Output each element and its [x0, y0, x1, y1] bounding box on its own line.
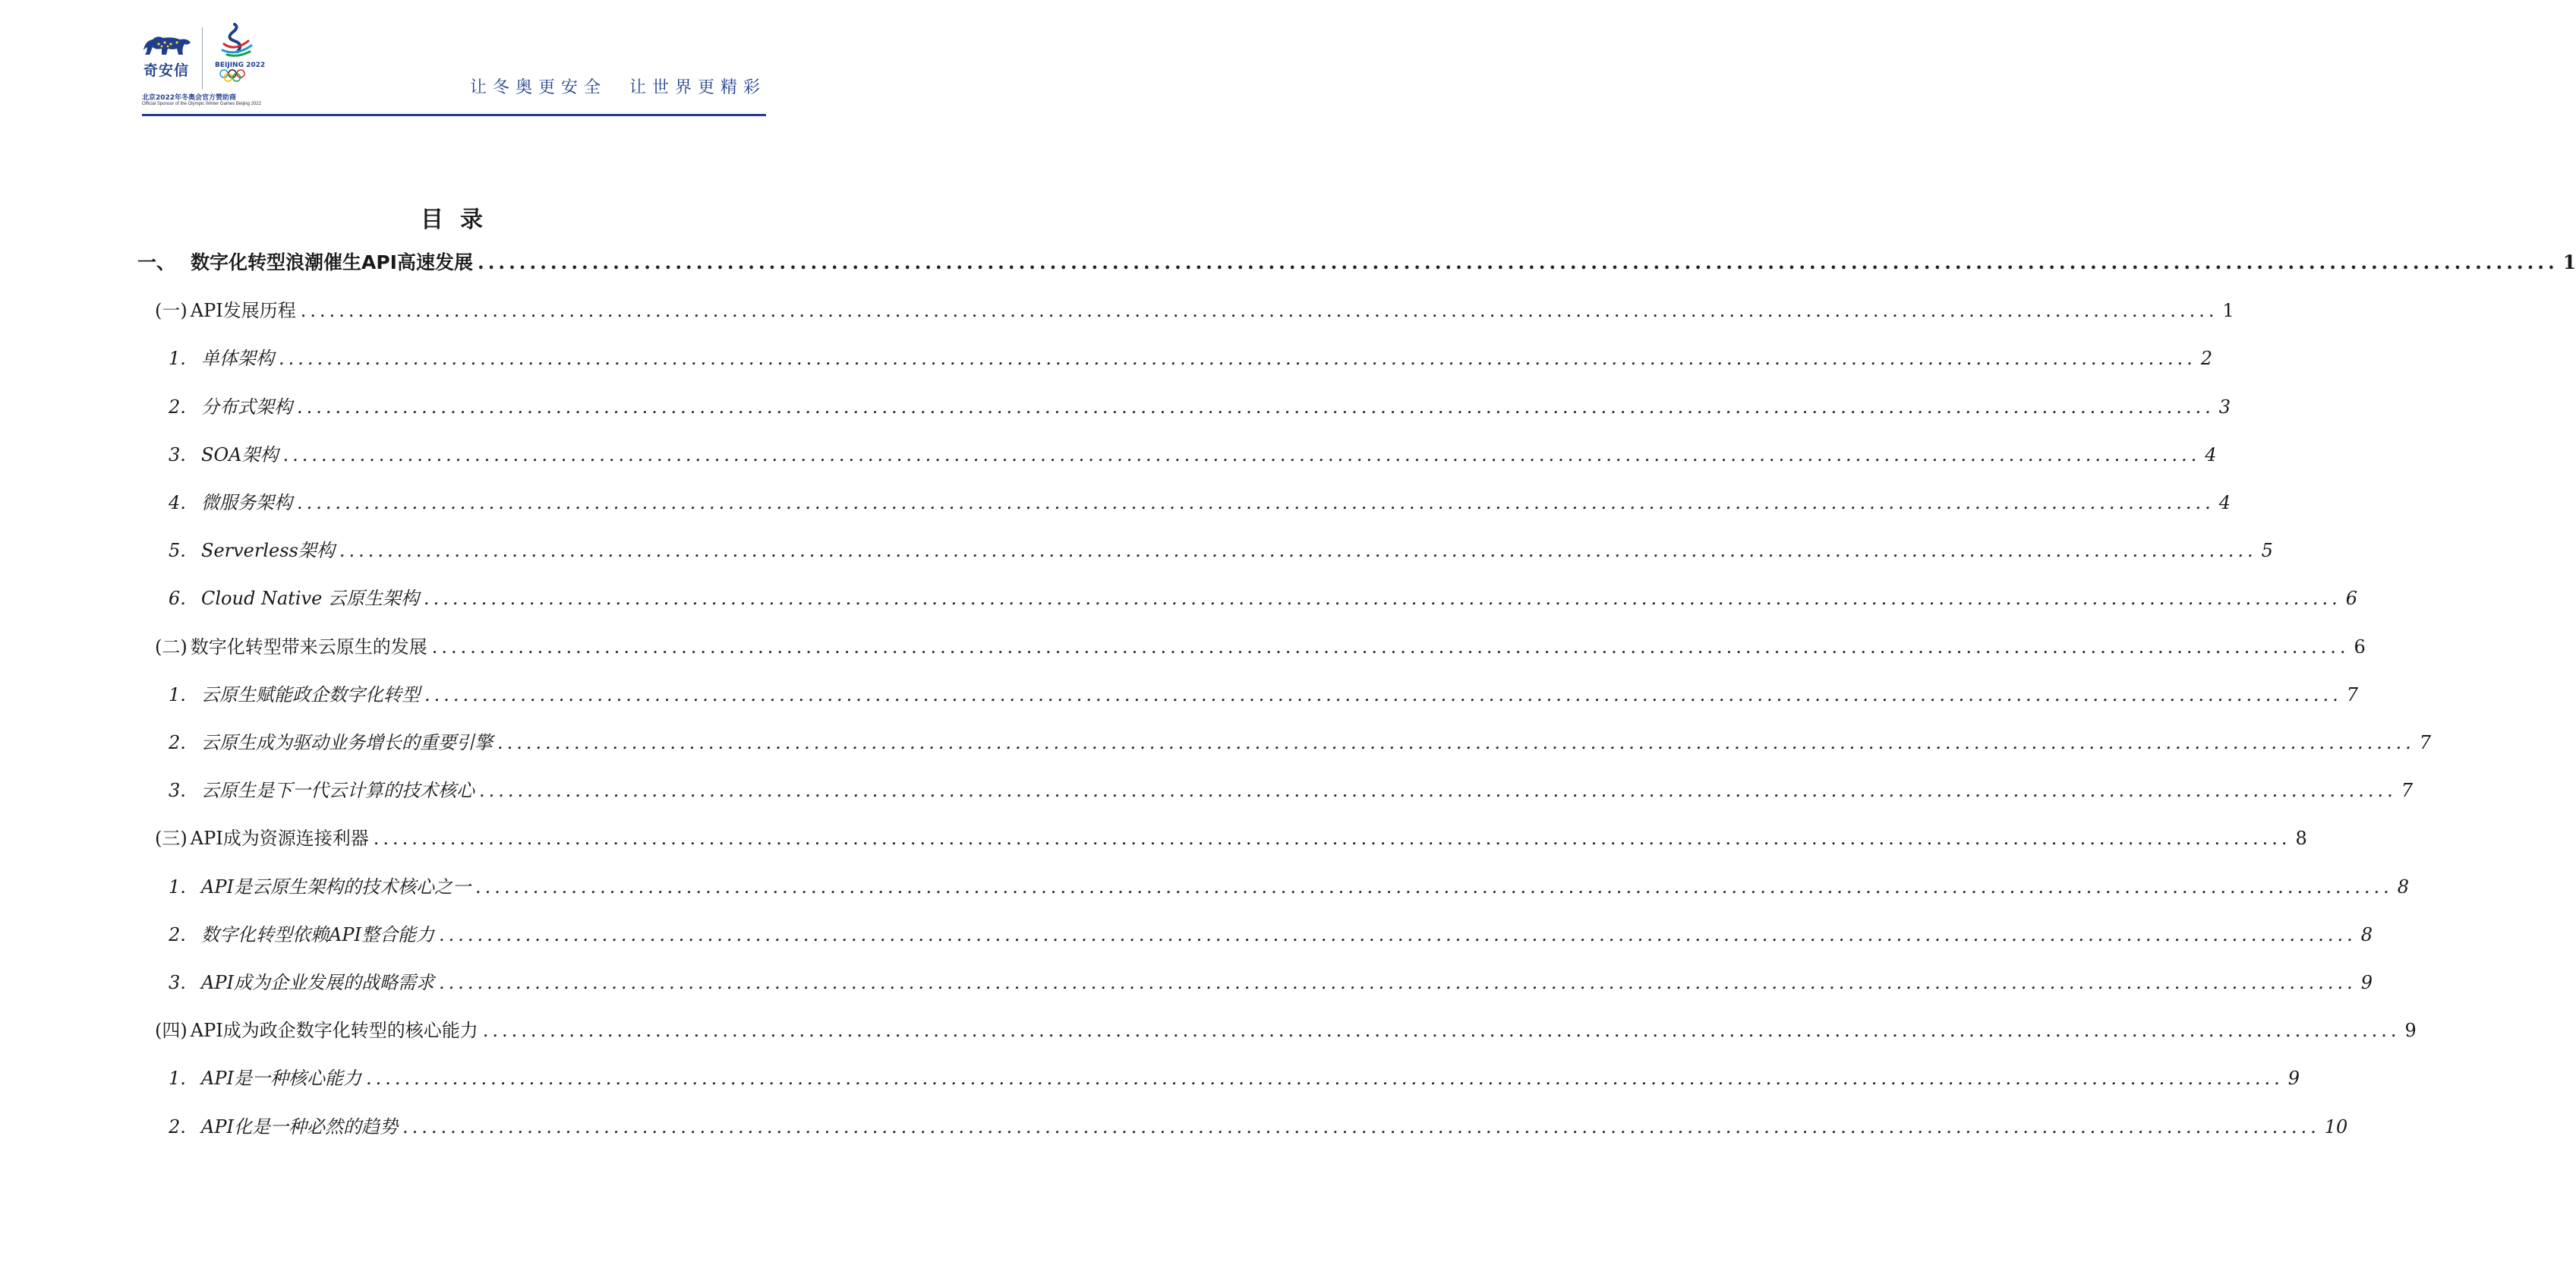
toc-entry[interactable] [155, 1015, 2417, 1046]
toc-entry-number: 3. [169, 443, 186, 465]
toc-entry-page: 9 [2288, 1068, 2300, 1090]
toc-entry[interactable] [169, 440, 2217, 470]
toc-entry-label: Serverless架构 [201, 540, 335, 562]
toc-dot-leader: ........................................................................................................................................................................................................ [373, 828, 2291, 850]
toc-entry-label: API成为政企数字化转型的核心能力 [190, 1020, 478, 1042]
toc-entry-label: API是一种核心能力 [201, 1068, 361, 1090]
toc-entry-number: 1. [169, 348, 186, 370]
toc-dot-leader: ........................................................................................................................................................................................................ [300, 300, 2218, 322]
toc-entry[interactable] [169, 343, 2213, 374]
toc-entry-label: 数字化转型依赖API整合能力 [201, 923, 434, 945]
sponsor-en: Official Sponsor of the Olympic Winter Games Beijing 2022 [142, 102, 261, 106]
toc-entry[interactable] [169, 920, 2373, 950]
toc-entry-label: 云原生是下一代云计算的技术核心 [201, 780, 475, 802]
toc-entry-page: 4 [2205, 443, 2217, 465]
toc-entry-label: 分布式架构 [201, 396, 292, 418]
toc-dot-leader: ........................................................................................................................................................................................................ [282, 443, 2201, 465]
toc-entry-page: 1 [2562, 251, 2576, 273]
toc-entry-label: 单体架构 [201, 348, 274, 370]
toc-entry-page: 2 [2200, 348, 2213, 370]
toc-entry-label: Cloud Native 云原生架构 [201, 588, 419, 610]
toc-entry[interactable] [155, 295, 2234, 326]
toc-entry[interactable] [169, 488, 2231, 518]
toc-entry-number: 1. [169, 876, 186, 898]
toc-entry-number: 3. [169, 972, 186, 993]
toc-dot-leader: ........................................................................................................................................................................................................ [402, 1115, 2320, 1138]
toc-entry-number: 1. [169, 1068, 186, 1090]
toc-entry-number: 4. [169, 492, 186, 513]
toc-entry-page: 5 [2261, 540, 2273, 562]
toc-dot-leader: ........................................................................................................................................................................................................ [479, 780, 2397, 802]
toc-entry[interactable] [137, 248, 2576, 278]
toc-entry-number: (二) [155, 636, 188, 658]
toc-dot-leader: ........................................................................................................................................................................................................ [423, 588, 2341, 610]
toc-dot-leader: ........................................................................................................................................................................................................ [297, 492, 2215, 513]
beijing-2022-emblem-icon [212, 21, 266, 84]
toc-title: 目录 [421, 207, 500, 233]
toc-entry-page: 7 [2346, 683, 2359, 705]
sponsor-cn: 北京2022年冬奥会官方赞助商 [142, 94, 237, 102]
header-rule [142, 114, 766, 116]
toc-dot-leader: ........................................................................................................................................................................................................ [424, 683, 2342, 705]
toc-entry-label: 云原生赋能政企数字化转型 [201, 683, 420, 705]
toc-entry-label: SOA架构 [201, 443, 279, 465]
toc-entry[interactable] [169, 727, 2432, 758]
toc-entry-page: 3 [2218, 396, 2231, 418]
brand-name: 奇安信 [143, 62, 190, 79]
toc-entry-number: (三) [155, 828, 188, 850]
toc-entry-label: 微服务架构 [201, 492, 292, 513]
toc-entry-number: 6. [169, 588, 186, 610]
toc-dot-leader: ........................................................................................................................................................................................................ [438, 923, 2357, 945]
toc-dot-leader: ........................................................................................................................................................................................................ [497, 732, 2415, 753]
toc-entry-page: 6 [2345, 588, 2358, 610]
toc-entry[interactable] [169, 1063, 2300, 1093]
logo-divider [202, 27, 203, 90]
toc-entry-page: 1 [2222, 300, 2234, 322]
toc-entry-page: 8 [2295, 828, 2307, 850]
toc-entry-number: 1. [169, 683, 186, 705]
toc-entry-page: 10 [2324, 1115, 2348, 1138]
toc-dot-leader: ........................................................................................................................................................................................................ [297, 396, 2215, 418]
toc-entry[interactable] [155, 632, 2366, 662]
toc-entry-label: API是云原生架构的技术核心之一 [201, 876, 471, 898]
toc-entry[interactable] [169, 1112, 2348, 1142]
toc-entry[interactable] [169, 583, 2358, 614]
toc-dot-leader: ........................................................................................................................................................................................................ [482, 1020, 2401, 1042]
header-slogan: 让冬奥更安全 让世界更精彩 [469, 78, 766, 97]
toc-dot-leader: ........................................................................................................................................................................................................ [475, 876, 2393, 898]
toc-dot-leader: ........................................................................................................................................................................................................ [339, 540, 2257, 562]
toc-entry-number: 3. [169, 780, 186, 802]
toc-entry-number: (一) [155, 300, 188, 322]
toc-entry-label: API发展历程 [190, 300, 296, 322]
toc-dot-leader: ........................................................................................................................................................................................................ [431, 636, 2350, 658]
toc-entry-number: 5. [169, 540, 186, 562]
toc-entry-page: 4 [2218, 492, 2231, 513]
toc-dot-leader: ........................................................................................................................................................................................................ [365, 1068, 2284, 1090]
toc-entry-label: API化是一种必然的趋势 [201, 1115, 398, 1138]
toc-dot-leader: ........................................................................................................................................................................................................ [477, 251, 2559, 273]
toc-entry-page: 7 [2401, 780, 2414, 802]
toc-entry-page: 7 [2419, 732, 2432, 753]
toc-entry-label: API成为资源连接利器 [190, 828, 369, 850]
toc-entry-label: 数字化转型带来云原生的发展 [190, 636, 427, 658]
toc-entry[interactable] [169, 775, 2414, 806]
toc-dot-leader: ........................................................................................................................................................................................................ [438, 972, 2357, 993]
toc-entry-number: 2. [169, 923, 186, 945]
toc-entry-page: 6 [2354, 636, 2366, 658]
toc-entry-number: (四) [155, 1020, 188, 1042]
toc-entry-page: 9 [2404, 1020, 2417, 1042]
toc-entry-number: 一、 [137, 251, 176, 273]
toc-entry-number: 2. [169, 396, 186, 418]
qianxin-leopard-logo-icon [142, 33, 192, 59]
toc-entry-page: 8 [2397, 876, 2410, 898]
toc-entry-label: 云原生成为驱动业务增长的重要引擎 [201, 732, 493, 753]
toc-dot-leader: ........................................................................................................................................................................................................ [279, 348, 2196, 370]
toc-entry[interactable] [155, 823, 2307, 854]
toc-entry[interactable] [169, 535, 2273, 566]
toc-entry-page: 8 [2360, 923, 2373, 945]
emblem-text: BEIJING 2022 [215, 62, 266, 69]
page-header [142, 21, 766, 117]
toc-entry-label: 数字化转型浪潮催生API高速发展 [191, 251, 473, 273]
toc-entry[interactable] [169, 967, 2373, 998]
toc-entry-page: 9 [2360, 972, 2373, 993]
toc-entry-label: API成为企业发展的战略需求 [201, 972, 434, 993]
toc-entry[interactable] [169, 392, 2231, 422]
toc-entry-number: 2. [169, 732, 186, 753]
toc-entry[interactable] [169, 872, 2410, 902]
toc-entry-number: 2. [169, 1115, 186, 1138]
toc-entry[interactable] [169, 680, 2359, 710]
